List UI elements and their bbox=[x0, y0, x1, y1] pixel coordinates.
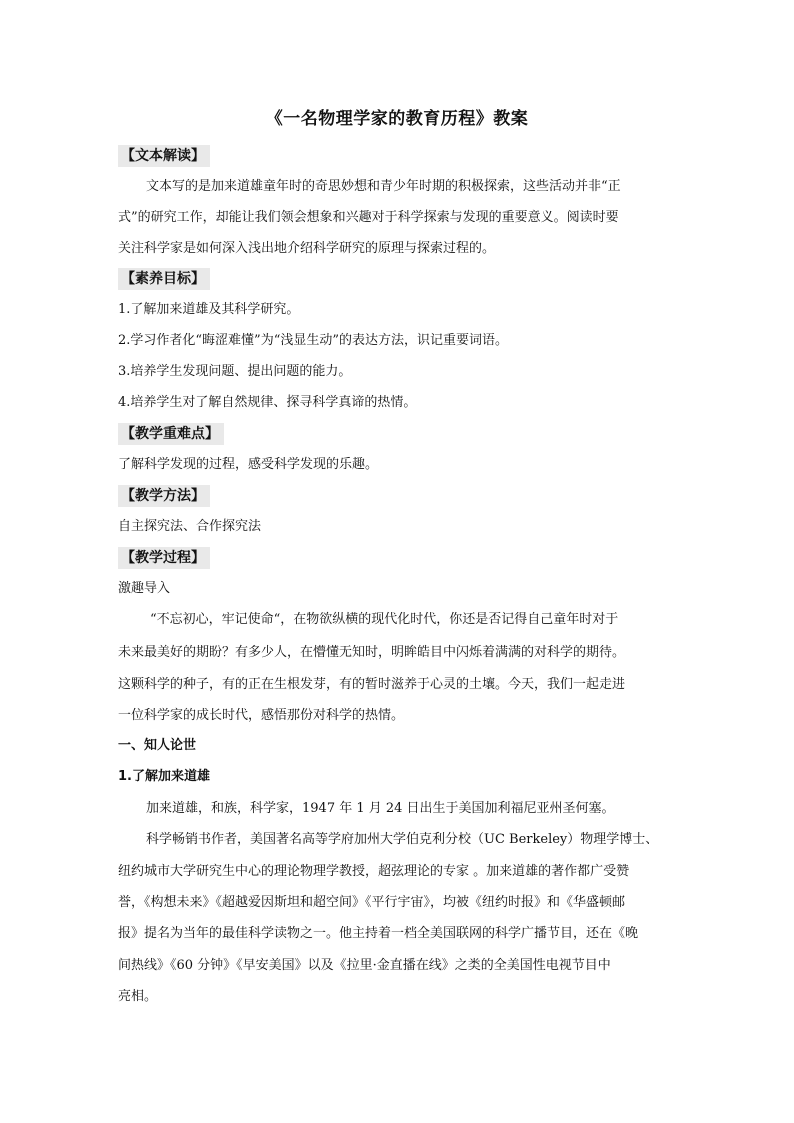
bio-line: 科学畅销书作者，美国著名高等学府加州大学伯克利分校（UC Berkeley）物理学博士、 bbox=[146, 832, 659, 847]
bio-line: 誉，《构想未来》《超越爱因斯坦和超空间》《平行宇宙》，均被《纽约时报》和《华盛顿邮 bbox=[118, 895, 626, 910]
section-heading-methods: 【教学方法】 bbox=[118, 485, 210, 507]
paragraph-line: 式”的研究工作，却能让我们领会想象和兴趣对于科学探索与发现的重要意义。阅读时要 bbox=[118, 210, 619, 225]
section-heading-key-points: 【教学重难点】 bbox=[118, 423, 224, 445]
bio-line: 报》提名为当年的最佳科学读物之一。他主持着一档全美国联网的科学广播节目，还在《晚 bbox=[118, 926, 639, 941]
key-points-text: 了解科学发现的过程，感受科学发现的乐趣。 bbox=[118, 457, 379, 472]
part1-heading: 一、知人论世 bbox=[118, 738, 197, 753]
sub1-heading: 1.了解加来道雄 bbox=[118, 769, 210, 784]
paragraph-line: 关注科学家是如何深入浅出地介绍科学研究的原理与探索过程的。 bbox=[118, 241, 496, 256]
bio-line: 间热线》《60 分钟》《早安美国》以及《拉里·金直播在线》之类的全美国性电视节目中 bbox=[118, 958, 611, 973]
intro-line: 这颗科学的种子，有的正在生根发芽，有的暂时滋养于心灵的土壤。今天，我们一起走进 bbox=[118, 677, 626, 692]
section-heading-goals: 【素养目标】 bbox=[118, 268, 210, 290]
bio-line: 亮相。 bbox=[118, 989, 158, 1004]
methods-text: 自主探究法、合作探究法 bbox=[118, 519, 262, 534]
goal-item: 4.培养学生对了解自然规律、探寻科学真谛的热情。 bbox=[118, 395, 417, 410]
section-heading-text-reading: 【文本解读】 bbox=[118, 145, 210, 167]
intro-line: 一位科学家的成长时代，感悟那份对科学的热情。 bbox=[118, 708, 405, 723]
goal-item: 2.学习作者化“晦涩难懂”为“浅显生动”的表达方法，识记重要词语。 bbox=[118, 333, 508, 348]
bio-line: 加来道雄，和族，科学家，1947 年 1 月 24 日出生于美国加利福尼亚州圣何塞。 bbox=[146, 801, 615, 816]
intro-line: “不忘初心，牢记使命“，在物欲纵横的现代化时代，你还是否记得自己童年时对于 bbox=[150, 612, 619, 627]
bio-line: 纽约城市大学研究生中心的理论物理学教授，超弦理论的专家 。加来道雄的著作都广受赞 bbox=[118, 864, 630, 879]
page-title: 《一名物理学家的教育历程》教案 bbox=[265, 109, 529, 129]
section-heading-process: 【教学过程】 bbox=[118, 547, 210, 569]
intro-line: 未来最美好的期盼？有多少人，在懵懂无知时，明眸皓目中闪烁着满满的对科学的期待。 bbox=[118, 645, 626, 660]
paragraph-line: 文本写的是加来道雄童年时的奇思妙想和青少年时期的积极探索，这些活动并非“正 bbox=[146, 179, 621, 194]
intro-label: 激趣导入 bbox=[118, 581, 171, 596]
goal-item: 3.培养学生发现问题、提出问题的能力。 bbox=[118, 364, 352, 379]
goal-item: 1.了解加来道雄及其科学研究。 bbox=[118, 302, 300, 317]
